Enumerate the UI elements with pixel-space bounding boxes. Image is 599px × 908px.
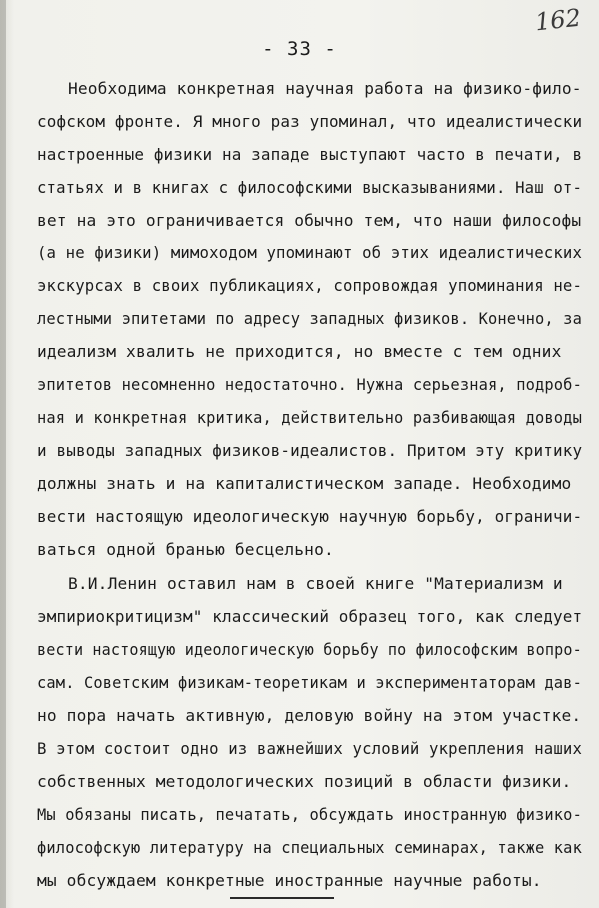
text-line: ная и конкретная критика, действительно разбивающая доводы [37, 408, 582, 427]
text-line: но пора начать активную, деловую войну на этом участке. [37, 706, 582, 725]
text-line: В этом состоит одно из важнейших условий укрепления наших [37, 739, 583, 758]
page-number: - 33 - [262, 38, 337, 60]
end-of-page-rule [230, 897, 334, 899]
text-line: (а не физики) мимоходом упоминают об этих идеалистических [37, 243, 583, 262]
text-line: вести настоящую идеологическую научную борьбу, ограничи- [37, 507, 583, 526]
scan-edge-shadow [0, 0, 6, 908]
text-line: собственных методологических позиций в области физики. [37, 772, 572, 791]
text-line: идеализм хвалить не приходится, но вместе с тем одних [37, 342, 562, 361]
text-line: ваться одной бранью бесцельно. [37, 540, 334, 559]
text-line: эпитетов несомненно недостаточно. Нужна серьезная, подроб- [37, 375, 582, 394]
text-line: статьях и в книгах с философскими высказываниями. Наш от- [37, 178, 583, 197]
text-line: настроенные физики на западе выступают часто в печати, в [37, 145, 583, 164]
text-line: вести настоящую идеологическую борьбу по философским вопро- [37, 640, 582, 659]
text-line: эмпириокритицизм" классический образец того, как следует [37, 607, 583, 626]
text-line: вет на это ограничивается обычно тем, что наши философы [37, 211, 582, 230]
text-line: экскурсах в своих публикациях, сопровождая упоминания не- [37, 276, 583, 295]
text-line: сам. Советским физикам-теоретикам и экспериментаторам дав- [37, 673, 582, 692]
handwritten-folio-number: 162 [533, 3, 583, 37]
text-line: мы обсуждаем конкретные иностранные научные работы. [37, 871, 542, 890]
text-line: лестными эпитетами по адресу западных физиков. Конечно, за [37, 309, 582, 328]
text-line: и выводы западных физиков-идеалистов. Притом эту критику [37, 441, 583, 460]
text-line: В.И.Ленин оставил нам в своей книге "Материализм и [68, 574, 563, 593]
text-line: Необходима конкретная научная работа на физико-фило- [68, 79, 582, 98]
text-line: должны знать и на капиталистическом западе. Необходимо [37, 474, 572, 493]
text-line: софском фронте. Я много раз упоминал, что идеалистически [37, 112, 583, 131]
text-line: философскую литературу на специальных семинарах, также как [37, 838, 582, 857]
text-line: Мы обязаны писать, печатать, обсуждать иностранную физико- [37, 805, 582, 824]
